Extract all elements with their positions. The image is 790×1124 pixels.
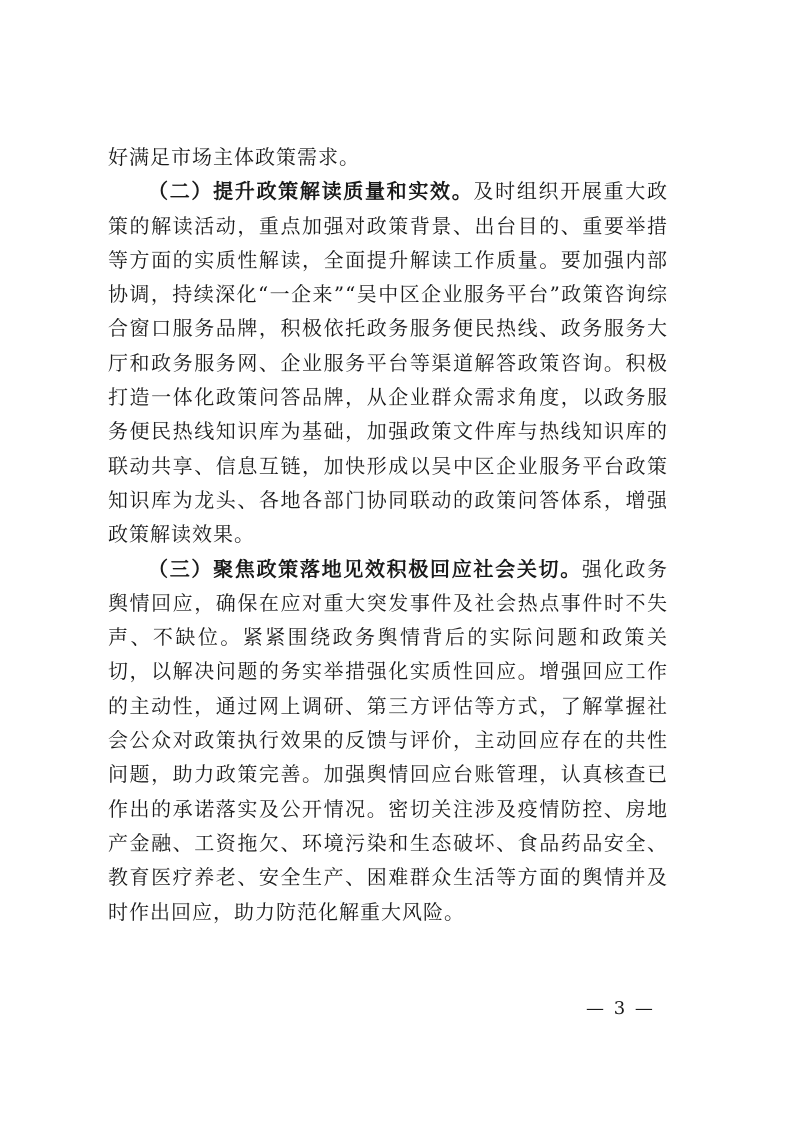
body-text bbox=[108, 140, 668, 929]
section-heading: （三）聚焦政策落地见效积极回应社会关切。 bbox=[148, 556, 582, 581]
section-heading: （二）提升政策解读质量和实效。 bbox=[148, 179, 474, 204]
paragraph-body: 及时组织开展重大政策的解读活动，重点加强对政策背景、出台目的、重要举措等方面的实质性解读，全面提升解读工作质量。要加强内部协调，持续深化“一企来”“吴中区企业服务平台”政策咨询综合窗口服务品牌，积极依托政务服务便民热线、政务服务大厅和政务服务网、企业服务平台等渠道解答政策咨询。积极打造一体化政策问答品牌，从企业群众需求角度，以政务服务便民热线知识库为基础，加强政策文件库与热线知识库的联动共享、信息互链，加快形成以吴中区企业服务平台政策知识库为龙头、各地各部门协同联动的政策问答体系，增强政策解读效果。 bbox=[108, 179, 669, 547]
paragraph-body: 好满足市场主体政策需求。 bbox=[108, 145, 360, 169]
paragraph-body: 强化政务舆情回应，确保在应对重大突发事件及社会热点事件时不失声、不缺位。紧紧围绕政务舆情背后的实际问题和政策关切，以解决问题的务实举措强化实质性回应。增强回应工作的主动性，通过网上调研、第三方评估等方式，了解掌握社会公众对政策执行效果的反馈与评价，主动回应存在的共性问题，助力政策完善。加强舆情回应台账管理，认真核查已作出的承诺落实及公开情况。密切关注涉及疫情防控、房地产金融、工资拖欠、环境污染和生态破坏、食品药品安全、教育医疗养老、安全生产、困难群众生活等方面的舆情并及时作出回应，助力防范化解重大风险。 bbox=[108, 556, 669, 924]
page-number: — 3 — bbox=[586, 998, 655, 1019]
paragraph-continuation bbox=[108, 140, 668, 174]
paragraph-section-2 bbox=[108, 174, 668, 551]
paragraph-section-3 bbox=[108, 552, 668, 929]
